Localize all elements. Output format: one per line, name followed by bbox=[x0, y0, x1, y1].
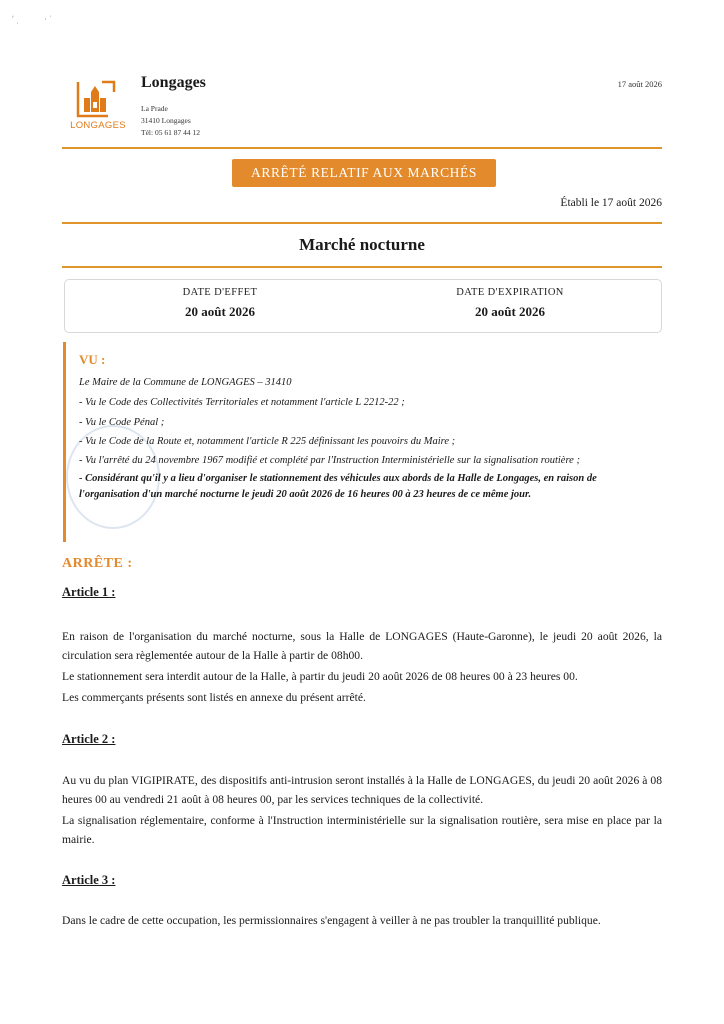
dates-box bbox=[64, 279, 662, 333]
divider bbox=[62, 266, 662, 268]
established-date: Établi le 17 août 2026 bbox=[560, 197, 662, 209]
vu-accent-bar bbox=[63, 342, 66, 542]
article-paragraph: En raison de l'organisation du marché nocturne, sous la Halle de LONGAGES (Haute-Garonne), le jeudi 20 août 2026, la circulation sera règlementée autour de la Halle à partir de 08h00. bbox=[62, 630, 662, 662]
vu-line: - Considérant qu'il y a lieu d'organiser le stationnement des véhicules aux abords de la Halle de Longages, en raison de bbox=[79, 473, 597, 484]
arrete-type-banner: ARRÊTÉ RELATIF AUX MARCHÉS bbox=[232, 159, 496, 187]
vu-line: - Vu le Code des Collectivités Territoriales et notamment l'article L 2212-22 ; bbox=[79, 397, 405, 408]
article-paragraph: La signalisation réglementaire, conforme à l'Instruction interministérielle sur la signalisation routière, sera mise en place par la mairie. bbox=[62, 814, 662, 846]
vu-line: l'organisation d'un marché nocturne le jeudi 20 août 2026 de 16 heures 00 à 23 heures de ce même jour. bbox=[79, 489, 532, 500]
vu-line: - Vu le Code de la Route et, notamment l'article R 225 définissant les pouvoirs du Maire ; bbox=[79, 436, 456, 447]
header-date: 17 août 2026 bbox=[617, 79, 662, 89]
effective-date-label: DATE D'EFFET bbox=[182, 287, 258, 298]
effective-date-value: 20 août 2026 bbox=[184, 304, 256, 319]
vu-line: - Vu le Code Pénal ; bbox=[79, 417, 165, 428]
article-paragraph: Les commerçants présents sont listés en annexe du présent arrêté. bbox=[62, 691, 366, 704]
expiration-date-value: 20 août 2026 bbox=[474, 304, 546, 319]
org-name: Longages bbox=[141, 74, 206, 91]
article-title: Article 1 : bbox=[62, 585, 116, 599]
article-paragraph: Dans le cadre de cette occupation, les permissionnaires s'engagent à veiller à ne pas troubler la tranquillité publique. bbox=[62, 914, 601, 927]
phone: Tél: 05 61 87 44 12 bbox=[141, 128, 200, 137]
vu-line: Le Maire de la Commune de LONGAGES – 31410 bbox=[79, 377, 292, 388]
vu-line: - Vu l'arrêté du 24 novembre 1967 modifié et complété par l'Instruction Interministérielle sur la signalisation routière ; bbox=[79, 455, 580, 466]
scan-speck: ʹ ˌ bbox=[12, 14, 20, 24]
address-line: 31410 Longages bbox=[141, 116, 191, 125]
document-title: Marché nocturne bbox=[299, 235, 425, 254]
address-line: La Prade bbox=[141, 104, 168, 113]
logo-text: LONGAGES bbox=[70, 120, 126, 131]
expiration-date-label: DATE D'EXPIRATION bbox=[456, 287, 564, 298]
divider bbox=[62, 147, 662, 149]
article-paragraph: Au vu du plan VIGIPIRATE, des dispositifs anti-intrusion seront installés à la Halle de LONGAGES, du jeudi 20 août 2026 à 08 heures 00 au vendredi 21 août à 08 heures 00, par les services techniques de la collectivité. bbox=[62, 774, 662, 806]
effective-date-block bbox=[71, 287, 369, 320]
article-title: Article 3 : bbox=[62, 873, 116, 887]
arrete-heading: ARRÊTE : bbox=[62, 556, 133, 571]
article-paragraph: Le stationnement sera interdit autour de la Halle, à partir du jeudi 20 août 2026 de 08 heures 00 à 23 heures 00. bbox=[62, 670, 578, 683]
divider bbox=[62, 222, 662, 224]
scan-speck: · ˈ bbox=[44, 14, 53, 24]
expiration-date-block bbox=[361, 287, 659, 320]
vu-heading: VU : bbox=[79, 352, 106, 367]
article-title: Article 2 : bbox=[62, 732, 116, 746]
